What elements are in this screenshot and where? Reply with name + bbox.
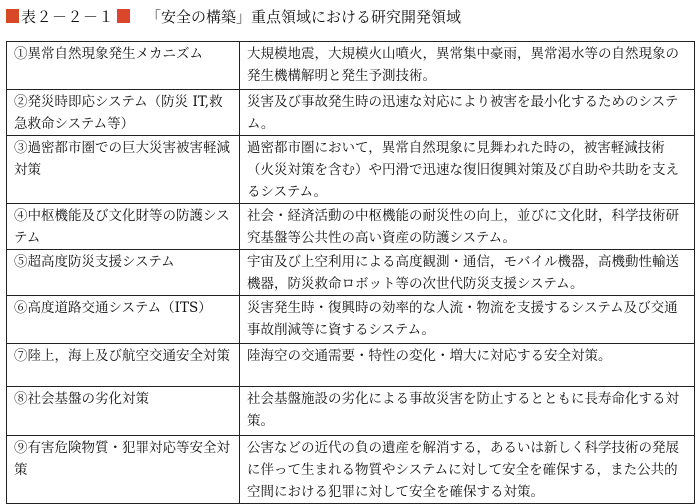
table-row <box>7 136 695 204</box>
area-cell: ⑦陸上，海上及び航空交通安全対策 <box>7 344 240 387</box>
description-cell: 過密都市圏において，異常自然現象に見舞われた時の，被害軽減技術（火災対策を含む）や円滑で迅速な復旧復興対策及び自助や共助を支えるシステム。 <box>240 136 695 204</box>
table-row <box>7 436 695 504</box>
table-row <box>7 42 695 90</box>
description-cell: 陸海空の交通需要・特性の変化・増大に対応する安全対策。 <box>240 344 695 387</box>
area-cell: ②発災時即応システム（防災 IT,救急救命システム等） <box>7 90 240 136</box>
area-cell: ⑨有害危険物質・犯罪対応等安全対策 <box>7 436 240 504</box>
area-cell: ⑥高度道路交通システム（ITS） <box>7 296 240 344</box>
area-cell: ⑤超高度防災支援システム <box>7 250 240 296</box>
description-cell: 災害発生時・復興時の効率的な人流・物流を支援するシステム及び交通事故削減等に資するシステム。 <box>240 296 695 344</box>
area-cell: ③過密都市圏での巨大災害被害軽減対策 <box>7 136 240 204</box>
red-square-marker-icon <box>117 9 130 23</box>
table-row <box>7 296 695 344</box>
area-cell: ①異常自然現象発生メカニズム <box>7 42 240 90</box>
description-cell: 公害などの近代の負の遺産を解消する，あるいは新しく科学技術の発展に伴って生まれる物質やシステムに対して安全を確保する，また公共的空間における犯罪に対して安全を確保する対策。 <box>240 436 695 504</box>
area-cell: ④中枢機能及び文化財等の防護システム <box>7 204 240 250</box>
table-number: 表２－２－１ <box>21 7 115 26</box>
research-areas-table <box>6 41 695 504</box>
table-row <box>7 204 695 250</box>
table-title <box>6 3 461 29</box>
description-cell: 社会・経済活動の中枢機能の耐災性の向上，並びに文化財，科学技術研究基盤等公共性の高い資産の防護システム。 <box>240 204 695 250</box>
table-caption: 「安全の構築」重点領域における研究開発領域 <box>146 7 462 26</box>
table-row <box>7 387 695 436</box>
table-row <box>7 344 695 387</box>
table-row <box>7 250 695 296</box>
description-cell: 宇宙及び上空利用による高度観測・通信，モバイル機器，高機動性輸送機器，防災救命ロボット等の次世代防災支援システム。 <box>240 250 695 296</box>
description-cell: 大規模地震，大規模火山噴火，異常集中豪雨，異常渇水等の自然現象の発生機構解明と発生予測技術。 <box>240 42 695 90</box>
table-row <box>7 90 695 136</box>
description-cell: 災害及び事故発生時の迅速な対応により被害を最小化するためのシステム。 <box>240 90 695 136</box>
area-cell: ⑧社会基盤の劣化対策 <box>7 387 240 436</box>
description-cell: 社会基盤施設の劣化による事故災害を防止するとともに長寿命化する対策。 <box>240 387 695 436</box>
red-square-marker-icon <box>6 9 19 23</box>
